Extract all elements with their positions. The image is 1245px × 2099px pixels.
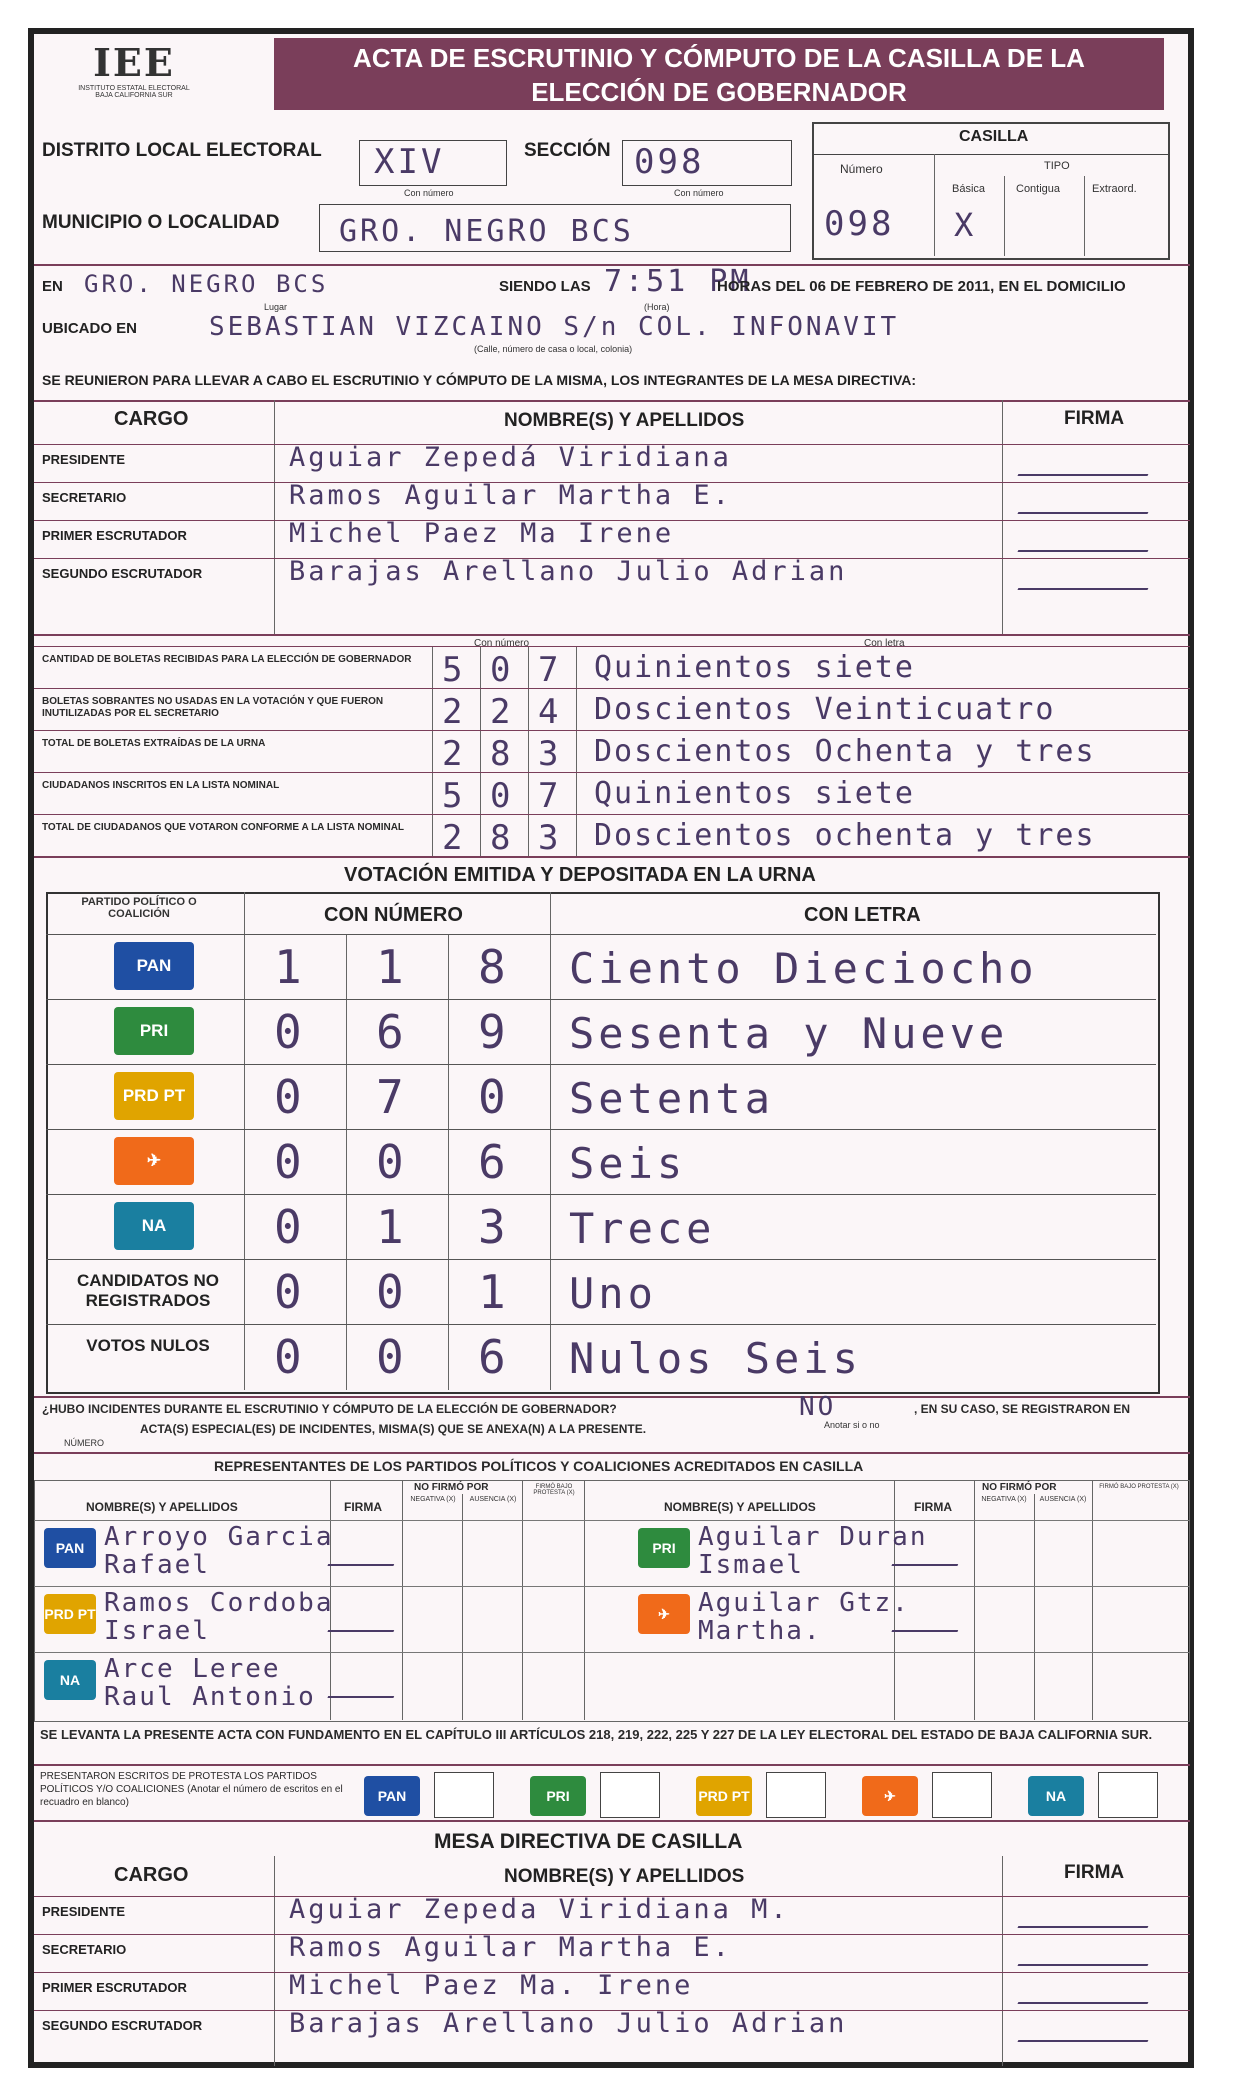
boletas-digit: 3: [538, 818, 562, 858]
title-band: [274, 38, 1164, 110]
casilla-rule: [812, 154, 1168, 155]
boletas-row-rule: [34, 772, 1190, 773]
votacion-digit: 0: [376, 1135, 407, 1189]
distrito-value: XIV: [374, 142, 445, 182]
rep-name-1: Arroyo Garcia: [104, 1522, 334, 1552]
domicilio-value: SEBASTIAN VIZCAINO S/n COL. INFONAVIT: [209, 312, 900, 342]
mesa-top-col-1: [274, 400, 275, 634]
seccion-label: SECCIÓN: [524, 140, 611, 161]
votacion-letra: Trece: [569, 1204, 716, 1253]
boletas-top-rule: [34, 634, 1190, 636]
escritos-rule: [34, 1764, 1190, 1766]
casilla-basica-mark: X: [954, 206, 977, 244]
votacion-digit: 0: [274, 1135, 305, 1189]
escritos-party-icon: ✈: [862, 1776, 918, 1816]
votacion-row-rule: [46, 1129, 1156, 1130]
mesa-bottom-cargo-header: CARGO: [114, 1864, 189, 1886]
mesa-bottom-firma-header: FIRMA: [1064, 1862, 1125, 1883]
mesa-bottom-nombre-header: NOMBRE(S) Y APELLIDOS: [504, 1866, 745, 1887]
rep-nombre-header-left: NOMBRE(S) Y APELLIDOS: [86, 1500, 238, 1514]
votacion-digit: 0: [274, 1200, 305, 1254]
boletas-label: TOTAL DE BOLETAS EXTRAÍDAS DE LA URNA: [42, 738, 266, 749]
boletas-label: BOLETAS SOBRANTES NO USADAS EN LA VOTACIÓN Y QUE FUERON INUTILIZADAS POR EL SECRETARIO: [42, 696, 384, 719]
boletas-letra: Doscientos Ochenta y tres: [594, 734, 1096, 769]
casilla-numero-value: 098: [824, 204, 895, 244]
votacion-digit: 0: [478, 1070, 509, 1124]
mesa_top-cargo: SECRETARIO: [42, 490, 127, 505]
votacion-digit: 0: [376, 1330, 407, 1384]
municipio-value: GRO. NEGRO BCS: [339, 214, 634, 249]
iee-caption-1: INSTITUTO ESTATAL ELECTORAL: [78, 85, 190, 92]
votacion-col-1: [244, 892, 245, 1390]
boletas-digit: 2: [442, 818, 466, 858]
votacion-digit: 1: [274, 940, 305, 994]
iee-logo-text: IEE: [93, 40, 175, 85]
rep-name-2: Ismael: [698, 1550, 804, 1580]
title-line-2: ELECCIÓN DE GOBERNADOR: [531, 77, 907, 107]
votacion-row-rule: [46, 1194, 1156, 1195]
representantes-title: REPRESENTANTES DE LOS PARTIDOS POLÍTICOS Y COALICIONES ACREDITADOS EN CASILLA: [214, 1458, 864, 1474]
party-logo-icon: PRD PT: [114, 1072, 194, 1120]
escritos-count-box[interactable]: [766, 1772, 826, 1818]
votacion-col-2: [346, 934, 347, 1390]
votacion-digit: 0: [274, 1330, 305, 1384]
votacion-col-4: [550, 892, 551, 1390]
rep-nofirmo-right: NO FIRMÓ POR: [982, 1482, 1057, 1493]
reunieron-text: SE REUNIERON PARA LLEVAR A CABO EL ESCRUTINIO Y CÓMPUTO DE LA MISMA, LOS INTEGRANTES DE LA MESA DIRECTIVA:: [42, 372, 917, 388]
votacion-digit: 6: [478, 1330, 509, 1384]
boletas-row-rule: [34, 646, 1190, 647]
mesa_top-firma-signature: [1017, 524, 1160, 552]
rep-firma-header-right: FIRMA: [914, 1500, 952, 1514]
votacion-letra: Seis: [569, 1139, 687, 1188]
rep-party-icon: PRI: [638, 1528, 690, 1568]
casilla-divider-1: [934, 154, 935, 256]
mesa_bottom-cargo: PRIMER ESCRUTADOR: [42, 1980, 187, 1995]
rep-name-1: Aguilar Gtz.: [698, 1588, 910, 1618]
rep-signature: [327, 1596, 406, 1632]
boletas-label: CANTIDAD DE BOLETAS RECIBIDAS PARA LA ELECCIÓN DE GOBERNADOR: [42, 654, 412, 665]
escritos-party-icon: PRD PT: [696, 1776, 752, 1816]
rep-col-3: [462, 1494, 463, 1720]
votacion-party-label: VOTOS NULOS: [86, 1336, 210, 1355]
votacion-digit: 6: [376, 1005, 407, 1059]
mesa-top-rule: [34, 400, 1190, 402]
rep-name-2: Israel: [104, 1616, 210, 1646]
hora-value: 7:51 PM: [604, 264, 752, 299]
mesa_top-firma-signature: [1017, 562, 1160, 590]
rep-col-9: [1092, 1480, 1093, 1720]
seccion-caption: Con número: [674, 188, 724, 198]
mesa_top-nombre: Aguiar Zepedá Viridiana: [289, 442, 732, 473]
incidentes-line2: ACTA(S) ESPECIAL(ES) DE INCIDENTES, MISMA(S) QUE SE ANEXA(N) A LA PRESENTE.: [140, 1422, 647, 1436]
mesa_bottom-nombre: Michel Paez Ma. Irene: [289, 1970, 694, 2001]
boletas-digit: 0: [490, 776, 514, 816]
boletas-digit: 8: [490, 734, 514, 774]
escritos-count-box[interactable]: [600, 1772, 660, 1818]
votacion-digit: 9: [478, 1005, 509, 1059]
casilla-contigua-label: Contigua: [1016, 183, 1061, 195]
rep-negativa-right: NEGATIVA (X): [981, 1496, 1027, 1503]
mesa_bottom-cargo: PRESIDENTE: [42, 1904, 126, 1919]
rep-firmo-right: FIRMÓ BAJO PROTESTA (X): [1099, 1484, 1179, 1490]
fundamento-text: SE LEVANTA LA PRESENTE ACTA CON FUNDAMENTO EN EL CAPÍTULO III ARTÍCULOS 218, 219, 222, 225 Y 227 DE LA LEY ELECTORAL DEL ESTADO DE BAJA CALIFORNIA SUR.: [40, 1727, 1153, 1742]
rep-signature: [327, 1530, 406, 1566]
rep-name-1: Ramos Cordoba: [104, 1588, 334, 1618]
boletas-col-3: [528, 646, 529, 856]
rep-name-2: Raul Antonio: [104, 1682, 316, 1712]
boletas-digit: 8: [490, 818, 514, 858]
votacion-col-partido: PARTIDO POLÍTICO O COALICIÓN: [81, 896, 197, 920]
votacion-digit: 1: [376, 1200, 407, 1254]
boletas-label: CIUDADANOS INSCRITOS EN LA LISTA NOMINAL: [42, 780, 280, 791]
casilla-divider-3: [1084, 176, 1085, 256]
mesa-bottom-title: MESA DIRECTIVA DE CASILLA: [434, 1830, 743, 1853]
party-logo-icon: ✈: [114, 1137, 194, 1185]
rep-party-icon: NA: [44, 1660, 96, 1700]
boletas-digit: 5: [442, 776, 466, 816]
mesa-bottom-col-2: [1002, 1856, 1003, 2066]
mesa_top-cargo: PRIMER ESCRUTADOR: [42, 528, 187, 543]
votacion-letra: Setenta: [569, 1074, 775, 1123]
en-label: EN: [42, 278, 63, 295]
iee-caption-2: BAJA CALIFORNIA SUR: [95, 92, 173, 99]
escritos-count-box[interactable]: [1098, 1772, 1158, 1818]
acta-document: [28, 28, 1194, 2068]
rep-nofirmo-left: NO FIRMÓ POR: [414, 1482, 489, 1493]
mesa_bottom-nombre: Barajas Arellano Julio Adrian: [289, 2008, 848, 2039]
mesa-top-cargo-header: CARGO: [114, 408, 189, 430]
votacion-letra: Ciento Dieciocho: [569, 944, 1038, 993]
boletas-letra: Doscientos ochenta y tres: [594, 818, 1096, 853]
escritos-count-box[interactable]: [434, 1772, 494, 1818]
votacion-digit: 0: [274, 1005, 305, 1059]
rep-col-5: [584, 1480, 585, 1720]
votacion-digit: 1: [376, 940, 407, 994]
ubicado-label: UBICADO EN: [42, 320, 138, 337]
votacion-row-rule: [46, 1064, 1156, 1065]
mesa_bottom-nombre: Ramos Aguilar Martha E.: [289, 1932, 732, 1963]
mesa_bottom-firma-signature: [1017, 1938, 1160, 1966]
votacion-col-numero: CON NÚMERO: [324, 904, 463, 926]
mesa_top-nombre: Ramos Aguilar Martha E.: [289, 480, 732, 511]
incidentes-answer-caption: Anotar si o no: [824, 1420, 880, 1430]
votacion-title: VOTACIÓN EMITIDA Y DEPOSITADA EN LA URNA: [344, 864, 816, 886]
votacion-col-letra: CON LETRA: [804, 904, 921, 926]
boletas-digit: 4: [538, 692, 562, 732]
boletas-col-2: [480, 646, 481, 856]
votacion-top-rule: [34, 856, 1190, 858]
hora-caption: (Hora): [644, 302, 670, 312]
mesa_bottom-cargo: SECRETARIO: [42, 1942, 127, 1957]
party-logo-icon: PRI: [114, 1007, 194, 1055]
rep-signature: [891, 1596, 970, 1632]
mesa_bottom-firma-signature: [1017, 2014, 1160, 2042]
iee-logo: [74, 40, 194, 110]
escritos-party-icon: PAN: [364, 1776, 420, 1816]
mesa_top-nombre: Michel Paez Ma Irene: [289, 518, 675, 549]
escritos-count-box[interactable]: [932, 1772, 992, 1818]
boletas-digit: 2: [442, 692, 466, 732]
votacion-letra: Uno: [569, 1269, 657, 1318]
votacion-digit: 0: [274, 1070, 305, 1124]
rep-signature: [891, 1530, 970, 1566]
rep-nombre-header-right: NOMBRE(S) Y APELLIDOS: [664, 1500, 816, 1514]
rep-row-rule: [34, 1520, 1190, 1521]
mesa-bottom-rule: [34, 1820, 1190, 1822]
boletas-row-rule: [34, 688, 1190, 689]
municipio-label: MUNICIPIO O LOCALIDAD: [42, 212, 280, 233]
mesa-bottom-col-1: [274, 1856, 275, 2066]
escritos-party-icon: PRI: [530, 1776, 586, 1816]
votacion-digit: 0: [274, 1265, 305, 1319]
distrito-label: DISTRITO LOCAL ELECTORAL: [42, 140, 322, 161]
party-logo-icon: PAN: [114, 942, 194, 990]
rep-firmo-left: FIRMÓ BAJO PROTESTA (X): [533, 1484, 575, 1496]
casilla-title: CASILLA: [959, 128, 1029, 145]
boletas-digit: 5: [442, 650, 466, 690]
distrito-caption: Con número: [404, 188, 454, 198]
votacion-row-rule: [46, 1259, 1156, 1260]
rep-firma-header-left: FIRMA: [344, 1500, 382, 1514]
rep-col-4: [522, 1480, 523, 1720]
mesa_bottom-firma-signature: [1017, 1900, 1160, 1928]
boletas-digit: 2: [442, 734, 466, 774]
escritos-party-icon: NA: [1028, 1776, 1084, 1816]
mesa-top-col-2: [1002, 400, 1003, 634]
votacion-letra: Sesenta y Nueve: [569, 1009, 1009, 1058]
mesa-top-firma-header: FIRMA: [1064, 408, 1125, 429]
votacion-col-3: [448, 934, 449, 1390]
incidentes-numero: NÚMERO: [64, 1438, 104, 1448]
rep-row-rule: [34, 1586, 1190, 1587]
rep-party-icon: PRD PT: [44, 1594, 96, 1634]
rep-col-8: [1034, 1494, 1035, 1720]
boletas-row-rule: [34, 814, 1190, 815]
votacion-party-label: CANDIDATOS NO REGISTRADOS: [77, 1271, 219, 1310]
rep-negativa-left: NEGATIVA (X): [410, 1496, 456, 1503]
casilla-basica-label: Básica: [952, 183, 986, 195]
rep-col-7: [974, 1480, 975, 1720]
boletas-digit: 2: [490, 692, 514, 732]
mesa_bottom-cargo: SEGUNDO ESCRUTADOR: [42, 2018, 203, 2033]
rep-party-icon: ✈: [638, 1594, 690, 1634]
party-logo-icon: NA: [114, 1202, 194, 1250]
votacion-row-rule: [46, 1324, 1156, 1325]
mesa_top-cargo: SEGUNDO ESCRUTADOR: [42, 566, 203, 581]
votacion-digit: 6: [478, 1135, 509, 1189]
boletas-col-4: [576, 646, 577, 856]
mesa_bottom-nombre: Aguiar Zepeda Viridiana M.: [289, 1894, 790, 1925]
representantes-rule: [34, 1452, 1190, 1454]
votacion-row-rule: [46, 934, 1156, 935]
rep-party-icon: PAN: [44, 1528, 96, 1568]
mesa_top-firma-signature: [1017, 448, 1160, 476]
escritos-text: PRESENTARON ESCRITOS DE PROTESTA LOS PARTIDOS POLÍTICOS Y/O COALICIONES (Anotar el número de escritos en el recuadro en blanco): [40, 1771, 343, 1808]
votacion-letra: Nulos Seis: [569, 1334, 862, 1383]
boletas-digit: 3: [538, 734, 562, 774]
lugar-caption: Lugar: [264, 302, 288, 312]
rep-name-2: Martha.: [698, 1616, 822, 1646]
domicilio-caption: (Calle, número de casa o local, colonia): [474, 344, 633, 354]
horas-text: HORAS DEL 06 DE FEBRERO DE 2011, EN EL DOMICILIO: [717, 278, 1126, 295]
boletas-letra: Quinientos siete: [594, 650, 915, 685]
title-line-1: ACTA DE ESCRUTINIO Y CÓMPUTO DE LA CASILLA DE LA: [353, 43, 1085, 73]
boletas-letra: Quinientos siete: [594, 776, 915, 811]
casilla-divider-2: [1004, 176, 1005, 256]
seccion-value: 098: [634, 142, 705, 182]
mesa_top-firma-signature: [1017, 486, 1160, 514]
incidentes-question: ¿HUBO INCIDENTES DURANTE EL ESCRUTINIO Y CÓMPUTO DE LA ELECCIÓN DE GOBERNADOR?: [42, 1402, 617, 1416]
votacion-row-rule: [46, 999, 1156, 1000]
boletas-label: TOTAL DE CIUDADANOS QUE VOTARON CONFORME A LA LISTA NOMINAL: [42, 822, 405, 833]
rep-row-rule: [34, 1652, 1190, 1653]
rep-name-1: Arce Leree: [104, 1654, 281, 1684]
rep-ausencia-right: AUSENCIA (X): [1039, 1496, 1087, 1503]
boletas-con-letra: Con letra: [864, 638, 905, 649]
casilla-numero-label: Número: [840, 162, 883, 176]
rep-signature: [327, 1662, 406, 1698]
votacion-digit: 3: [478, 1200, 509, 1254]
mesa_top-nombre: Barajas Arellano Julio Adrian: [289, 556, 848, 587]
boletas-letra: Doscientos Veinticuatro: [594, 692, 1056, 727]
boletas-row-rule: [34, 730, 1190, 731]
boletas-con-numero: Con número: [474, 638, 530, 649]
rep-name-1: Aguilar Duran: [698, 1522, 928, 1552]
boletas-col-1: [432, 646, 433, 856]
incidentes-tail: , EN SU CASO, SE REGISTRARON EN: [914, 1402, 1131, 1416]
votacion-digit: 8: [478, 940, 509, 994]
casilla-extraord-label: Extraord.: [1092, 183, 1137, 195]
votacion-digit: 1: [478, 1265, 509, 1319]
votacion-digit: 7: [376, 1070, 407, 1124]
siendo-label: SIENDO LAS: [499, 278, 591, 295]
incidentes-rule: [34, 1396, 1190, 1398]
boletas-digit: 0: [490, 650, 514, 690]
casilla-tipo-label: TIPO: [1044, 160, 1070, 172]
rep-name-2: Rafael: [104, 1550, 210, 1580]
incidentes-answer: NO: [799, 1392, 837, 1422]
votacion-digit: 0: [376, 1265, 407, 1319]
boletas-digit: 7: [538, 650, 562, 690]
boletas-digit: 7: [538, 776, 562, 816]
mesa_top-cargo: PRESIDENTE: [42, 452, 126, 467]
mesa-top-nombre-header: NOMBRE(S) Y APELLIDOS: [504, 410, 745, 431]
rep-ausencia-left: AUSENCIA (X): [469, 1496, 517, 1503]
en-value: GRO. NEGRO BCS: [84, 270, 329, 298]
mesa_bottom-firma-signature: [1017, 1976, 1160, 2004]
